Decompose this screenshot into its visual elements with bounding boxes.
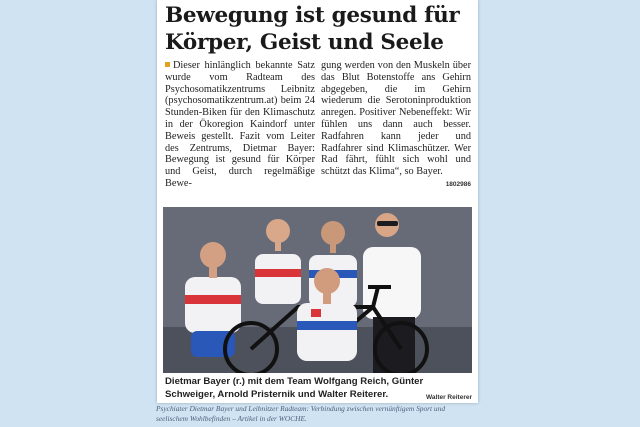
newspaper-clipping: [157, 0, 478, 403]
article-column-2: [321, 60, 471, 208]
headline-line-1: Bewegung ist gesund für: [165, 3, 460, 28]
headline: [165, 2, 471, 56]
article-columns: [165, 60, 471, 208]
caption-text: (r.) mit dem Team Wolfgang Reich, Günter Schweiger, Arnold Pristernik und Walter Reiterer.: [165, 376, 424, 400]
team-photo: [163, 207, 472, 373]
photo-credit: Walter Reiterer: [426, 394, 472, 401]
paragraph-marker-icon: [165, 62, 170, 67]
article-code: 1802986: [445, 180, 471, 188]
article-text-2: gung werden von den Muskeln über das Blut Botenstoffe ans Gehirn abgegeben, die im Gehirn wiederum die Serotoninproduktion anregen. Positiver Nebeneffekt: Wir fühlen uns dann auch besser. Radfahren kann jeder und Radfahrer sind Klimaschützer. Wer Rad fährt, fühlt sich wohl und schützt das Klima“, so Bayer.: [321, 60, 471, 178]
headline-line-2: Körper, Geist und Seele: [165, 30, 444, 55]
caption-name: Dietmar Bayer: [165, 376, 231, 387]
article-text-1: Dieser hinlänglich bekannte Satz wurde vom Radteam des Psychosomatikzentrums Leibnitz (psychosomatikzentrum.at) beim 24 Stunden-Biken für den Klimaschutz in der Ökoregion Kaindorf unter Beweis gestellt. Fazit vom Leiter des Zentrums, Dietmar Bayer: Bewegung ist gesund für Körper und Geist, durch regelmäßige Bewe-: [165, 60, 315, 189]
page-subcaption: Psychiater Dietmar Bayer und Leibnitzer Radteam: Verbindung zwischen vernünftigem Sport und seelischem Wohlbefinden – Artikel in der WOCHE.: [156, 404, 446, 423]
team-photo-illustration: [163, 207, 472, 373]
article-column-1: [165, 60, 315, 208]
